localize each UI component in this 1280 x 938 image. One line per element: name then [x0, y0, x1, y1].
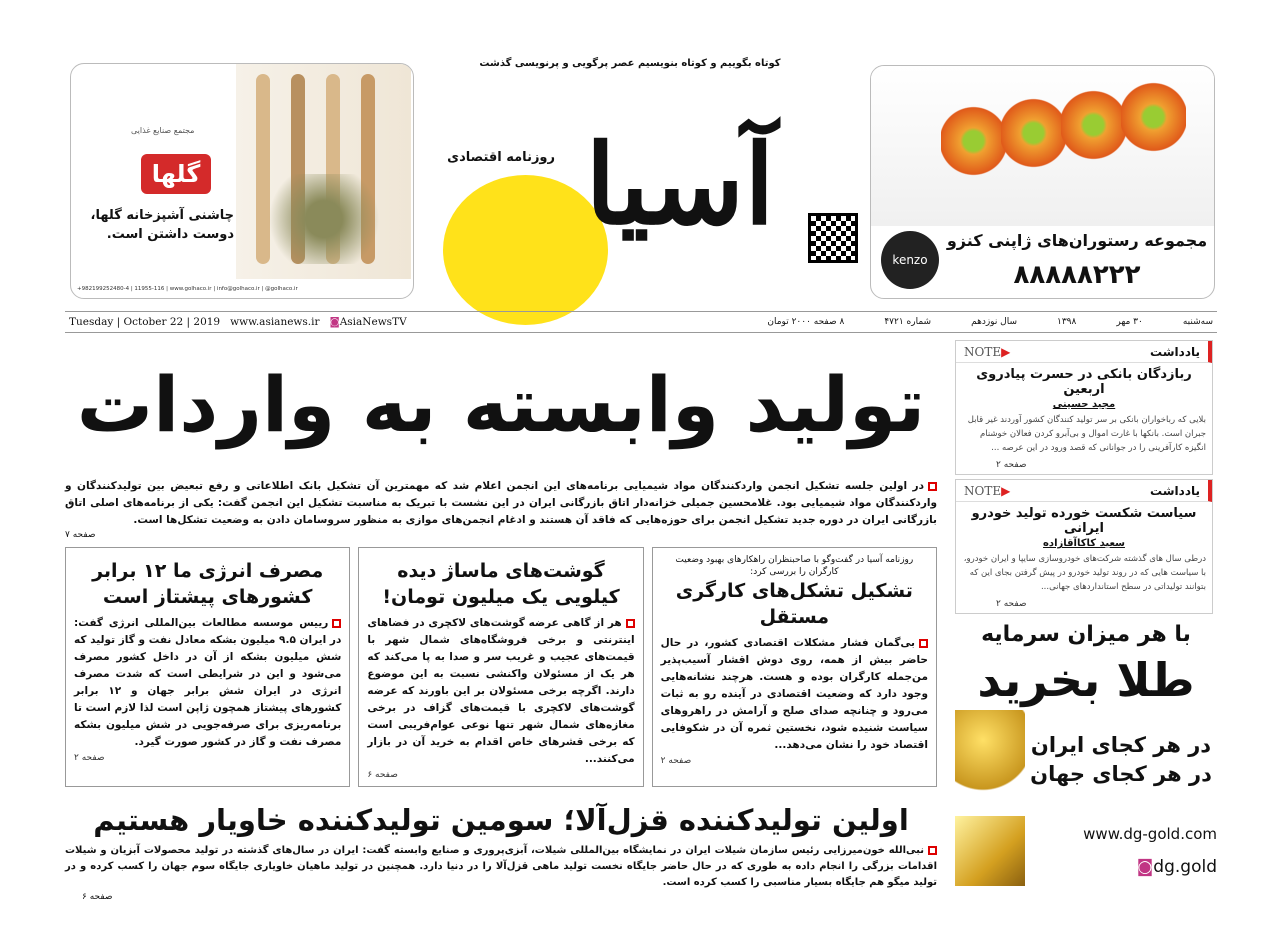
lead-page: صفحه ۷: [65, 530, 96, 540]
bottom-page: صفحه ۶: [82, 892, 113, 902]
bottom-body: نبی‌الله خون‌میرزایی رئیس سازمان شیلات ایران در نمایشگاه بین‌المللی شیلات، آبزی‌پروری و صنایع وابسته گفت: ایران در سال‌های گذشته در تولید محصولات آبزیان و شیلات اقدامات بزرگی را انجام داده به طوری که در حال حاضر جایگاه نخست تولید ماهی قزل‌آلا را در دنیا دارد. همچنین در تولید ماهیان خاویاری جایگاه سوم جهان را کسب کرده و در تولید میگو هم جایگاه بسیار مناسبی را کسب کرده است.: [65, 845, 937, 888]
note-title: ربازدگان بانکی در حسرت پیادروی اربعین: [976, 367, 1192, 397]
website-link[interactable]: www.asianews.ir: [230, 316, 320, 328]
story-body: هر از گاهی عرضه گوشت‌های لاکچری در فضاهای اینترنتی و برخی فروشگاه‌های شمال شهر با قیمت‌های عجیب و غریب سر و صدا به پا می‌کند که هر یک از مسئولان واکنشی نسبت به این موضوع دارند. اگرچه برخی مسئولان بر این باورند که عرضه گوشت‌های لاکچری با قیمت‌های گزاف در برخی مغازه‌های شمال شهر تنها نوعی عوام‌فریبی است که برخی قشرهای خاص اقدام به خرید آن در بازار می‌کنند...: [367, 617, 635, 765]
story-body: رییس موسسه مطالعات بین‌المللی انرژی گفت: در ایران ۹.۵ میلیون بشکه معادل نفت و گاز تولید که شش میلیون بشکه از آن در داخل کشور مصرف می‌شود و این در شرایطی است که شدت مصرف انرژی در ایران شش برابر جهان و ۱۲ برابر کشورهای پیشتاز همچون ژاپن است لذا لازم است تا برنامه‌ریزی برای صرفه‌جویی در شش میلیون بشکه مصرف نفت و گاز در کشور صورت گیرد.: [74, 617, 342, 748]
bottom-headline[interactable]: اولین تولیدکننده قزل‌آلا؛ سومین تولیدکننده خاویار هستیم: [93, 803, 909, 837]
golha-slogan: چاشنی آشپزخانه گلها، دوست داشتن است.: [90, 208, 234, 242]
note-author: مجید حسینی: [1052, 399, 1116, 410]
qr-code-icon[interactable]: [808, 213, 858, 263]
stories-row: [65, 547, 937, 787]
masthead-logo: آسیا: [585, 120, 775, 249]
gold-line3: در هر کجای ایران: [1030, 733, 1212, 757]
note-title: سیاست شکست خورده تولید خودرو ایرانی: [971, 506, 1197, 536]
note-body: بلایی که رباخواران بانکی بر سر تولید کنندگان کشور آوردند غیر قابل جبران است. بانکها با غارت اموال و بی‌آبرو کردن فعالان خوشنام انگیزه کارآفرینی را در جوانانی که قصد ورود در این عرصه ...: [967, 415, 1206, 453]
story-headline: تشکیل تشکل‌های کارگری مستقل: [675, 580, 913, 628]
triangle-icon: ▶: [1001, 483, 1011, 498]
golha-logo: گلها: [141, 154, 211, 194]
kenzo-title: مجموعه رستوران‌های ژاپنی کنزو: [946, 231, 1208, 250]
instagram-icon: ◙: [1136, 857, 1154, 877]
weekday: سه‌شنبه: [1182, 317, 1213, 327]
bullet-icon: [928, 482, 937, 491]
instagram-icon: ◙: [329, 316, 340, 328]
masthead-subtitle: روزنامه اقتصادی: [447, 150, 555, 165]
golha-contacts: +982199252480-4 | 11955-116 | www.golhaco.ir | info@golhaco.ir | @golhaco.ir: [77, 286, 298, 292]
kenzo-phone: ۸۸۸۸۸۲۲۲: [1013, 260, 1141, 290]
note-page: صفحه ۲: [996, 460, 1027, 470]
golha-group: مجتمع صنایع غذایی: [131, 126, 195, 135]
note-box[interactable]: [955, 479, 1213, 614]
note-body: درطی سال های گذشته شرکت‌های خودروسازی سایپا و ایران خودرو، با سیاست هایی که در روند تولید خودرو در پیش گرفتن بجای این که بتوانند تولیداتی در سطح استانداردهای جهانی...: [963, 554, 1206, 592]
triangle-icon: ▶: [1001, 344, 1011, 359]
masthead-tagline: کوتاه بگوییم و کوتاه بنویسیم عصر پرگویی و پرنویسی گذشت: [479, 58, 781, 69]
lead-headline[interactable]: تولید وابسته به واردات: [76, 360, 926, 449]
story-box[interactable]: [65, 547, 350, 787]
instagram-link[interactable]: ◙AsiaNewsTV: [329, 316, 407, 328]
gold-line1: با هر میزان سرمایه: [981, 622, 1191, 647]
story-box[interactable]: [652, 547, 937, 787]
story-page: صفحه ۶: [367, 770, 398, 780]
note-author: سعید کاکاآقازاده: [1043, 538, 1125, 549]
story-body: بی‌گمان فشار مشکلات اقتصادی کشور، در حال حاضر بیش از همه، روی دوش اقشار آسیب‌پذیر من‌جمله کارگران بوده و هست. هرچند نشانه‌هایی وجود دارد که وضعیت اقتصادی در آینده رو به ثبات می‌رود و چنانچه صدای صلح و آرامش در راهروهای سیاست شنیده شود، نخستین ثمره آن در شکوفایی اقتصاد خود را نشان می‌دهد...: [660, 637, 928, 751]
sidebar: [955, 340, 1217, 894]
gold-website[interactable]: www.dg-gold.com: [1083, 825, 1217, 843]
date-persian: ۳۰ مهر: [1116, 317, 1143, 327]
gold-bars-image: [955, 816, 1025, 886]
story-page: صفحه ۲: [74, 753, 105, 763]
year: ۱۳۹۸: [1057, 317, 1077, 327]
issue-number: شماره ۴۷۲۱: [884, 317, 932, 327]
note-label: یادداشت: [1150, 344, 1200, 359]
story-headline: مصرف انرژی ما ۱۲ برابر کشورهای پیشتاز است: [92, 560, 324, 608]
note-tag: NOTE▶: [964, 483, 1011, 498]
gold-instagram[interactable]: ◙dg.gold: [1136, 857, 1217, 877]
story-box[interactable]: [358, 547, 643, 787]
kenzo-ad[interactable]: [870, 65, 1215, 299]
volume: سال نوزدهم: [971, 317, 1018, 327]
spice-spoons-image: [236, 64, 411, 279]
main-column: [65, 340, 937, 903]
note-tag: NOTE▶: [964, 344, 1011, 359]
story-kicker: روزنامه آسیا در گفت‌وگو با صاحبنظران راهکارهای بهبود وضعیت کارگران را بررسی کرد:: [675, 555, 914, 577]
note-page: صفحه ۲: [996, 599, 1027, 609]
story-page: صفحه ۲: [660, 756, 692, 766]
story-headline: گوشت‌های ماساژ دیده کیلویی یک میلیون تومان!: [382, 560, 620, 608]
gold-line4: در هر کجای جهان: [1030, 762, 1212, 786]
gold-ad[interactable]: [955, 620, 1217, 894]
golha-ad[interactable]: [70, 63, 414, 299]
lead-body: در اولین جلسه تشکیل انجمن واردکنندگان مواد شیمیایی برنامه‌های این انجمن اعلام شد که مهمترین آن تشکیل بانک اطلاعاتی و رفع تبعیض بین تولیدکنندگان و واردکنندگان مواد شیمیایی بود. غلامحسین جمیلی خزانه‌دار اتاق بازرگانی ایران در این نشست با تبریک به مناسبت تشکیل این انجمن گفت: یکی از برنامه‌های اصلی اتاق بازرگانی ایران در دوره جدید تشکیل انجمن برای حوزه‌هایی که فاقد آن هستند و ادغام انجمن‌های موازی به منظور سروسامان دادن به وضعیت تشکل‌ها است.: [65, 480, 937, 526]
note-box[interactable]: [955, 340, 1213, 475]
sushi-image: [871, 66, 1215, 226]
gold-line2: طلا بخرید: [977, 653, 1195, 707]
dateline-bar: [65, 311, 1217, 333]
gold-coins-image: [955, 710, 1025, 810]
date-english: Tuesday | October 22 | 2019: [69, 316, 221, 328]
pages-price: ۸ صفحه ۲۰۰۰ تومان: [767, 317, 845, 327]
note-label: یادداشت: [1150, 483, 1200, 498]
kenzo-logo: kenzo: [881, 231, 939, 289]
